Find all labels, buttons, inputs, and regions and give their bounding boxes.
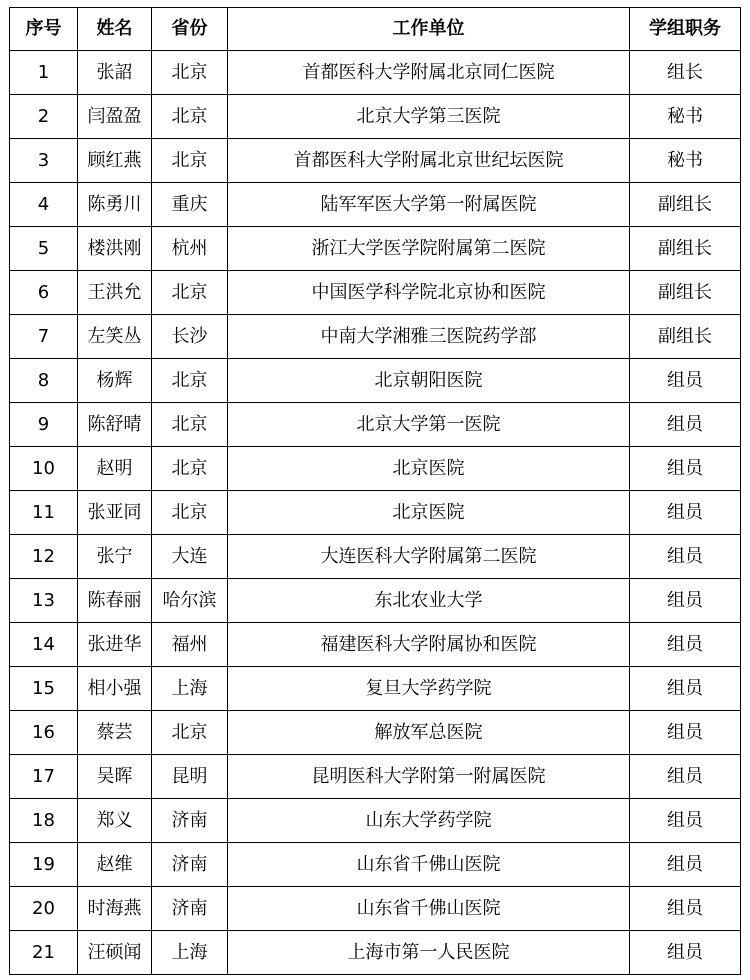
name-cell: 闫盈盈 (78, 95, 152, 139)
serial-number-cell: 6 (10, 271, 78, 315)
work-unit-cell: 中南大学湘雅三医院药学部 (228, 315, 630, 359)
serial-number-cell: 1 (10, 51, 78, 95)
table-row (10, 271, 741, 315)
header-work-unit: 工作单位 (228, 8, 630, 51)
province-cell: 上海 (152, 931, 228, 975)
group-position-cell: 组员 (630, 887, 741, 931)
name-cell: 陈勇川 (78, 183, 152, 227)
province-cell: 北京 (152, 139, 228, 183)
name-cell: 张进华 (78, 623, 152, 667)
serial-number-cell: 3 (10, 139, 78, 183)
serial-number-cell: 19 (10, 843, 78, 887)
table-row (10, 403, 741, 447)
name-cell: 郑义 (78, 799, 152, 843)
serial-number-cell: 4 (10, 183, 78, 227)
province-cell: 北京 (152, 491, 228, 535)
group-position-cell: 组员 (630, 491, 741, 535)
province-cell: 昆明 (152, 755, 228, 799)
serial-number-cell: 17 (10, 755, 78, 799)
work-unit-cell: 山东省千佛山医院 (228, 887, 630, 931)
group-position-cell: 组员 (630, 359, 741, 403)
table-row (10, 447, 741, 491)
province-cell: 上海 (152, 667, 228, 711)
name-cell: 左笑丛 (78, 315, 152, 359)
work-unit-cell: 北京医院 (228, 491, 630, 535)
table-row (10, 359, 741, 403)
name-cell: 相小强 (78, 667, 152, 711)
header-group-position: 学组职务 (630, 8, 741, 51)
name-cell: 张詔 (78, 51, 152, 95)
work-unit-cell: 福建医科大学附属协和医院 (228, 623, 630, 667)
header-name: 姓名 (78, 8, 152, 51)
serial-number-cell: 9 (10, 403, 78, 447)
serial-number-cell: 10 (10, 447, 78, 491)
group-position-cell: 组员 (630, 447, 741, 491)
work-unit-cell: 昆明医科大学附第一附属医院 (228, 755, 630, 799)
serial-number-cell: 13 (10, 579, 78, 623)
province-cell: 哈尔滨 (152, 579, 228, 623)
member-list-sheet (9, 7, 741, 975)
work-unit-cell: 北京朝阳医院 (228, 359, 630, 403)
group-position-cell: 组员 (630, 843, 741, 887)
serial-number-cell: 20 (10, 887, 78, 931)
work-unit-cell: 上海市第一人民医院 (228, 931, 630, 975)
province-cell: 北京 (152, 403, 228, 447)
serial-number-cell: 7 (10, 315, 78, 359)
serial-number-cell: 15 (10, 667, 78, 711)
name-cell: 赵明 (78, 447, 152, 491)
province-cell: 北京 (152, 95, 228, 139)
group-position-cell: 组员 (630, 579, 741, 623)
work-unit-cell: 北京医院 (228, 447, 630, 491)
name-cell: 王洪允 (78, 271, 152, 315)
name-cell: 汪硕闻 (78, 931, 152, 975)
name-cell: 赵维 (78, 843, 152, 887)
group-position-cell: 秘书 (630, 95, 741, 139)
table-row (10, 931, 741, 975)
name-cell: 张宁 (78, 535, 152, 579)
serial-number-cell: 18 (10, 799, 78, 843)
work-unit-cell: 中国医学科学院北京协和医院 (228, 271, 630, 315)
member-table (9, 7, 741, 975)
name-cell: 陈春丽 (78, 579, 152, 623)
table-row (10, 755, 741, 799)
group-position-cell: 组员 (630, 755, 741, 799)
group-position-cell: 副组长 (630, 315, 741, 359)
group-position-cell: 副组长 (630, 227, 741, 271)
header-province: 省份 (152, 8, 228, 51)
province-cell: 济南 (152, 887, 228, 931)
table-row (10, 491, 741, 535)
table-row (10, 623, 741, 667)
group-position-cell: 组员 (630, 711, 741, 755)
province-cell: 北京 (152, 271, 228, 315)
serial-number-cell: 5 (10, 227, 78, 271)
province-cell: 北京 (152, 447, 228, 491)
province-cell: 济南 (152, 843, 228, 887)
work-unit-cell: 东北农业大学 (228, 579, 630, 623)
serial-number-cell: 14 (10, 623, 78, 667)
name-cell: 时海燕 (78, 887, 152, 931)
serial-number-cell: 11 (10, 491, 78, 535)
group-position-cell: 副组长 (630, 271, 741, 315)
serial-number-cell: 12 (10, 535, 78, 579)
table-row (10, 579, 741, 623)
province-cell: 福州 (152, 623, 228, 667)
name-cell: 吴晖 (78, 755, 152, 799)
work-unit-cell: 浙江大学医学院附属第二医院 (228, 227, 630, 271)
name-cell: 张亚同 (78, 491, 152, 535)
table-row (10, 139, 741, 183)
province-cell: 杭州 (152, 227, 228, 271)
work-unit-cell: 山东大学药学院 (228, 799, 630, 843)
province-cell: 北京 (152, 51, 228, 95)
group-position-cell: 组长 (630, 51, 741, 95)
work-unit-cell: 大连医科大学附属第二医院 (228, 535, 630, 579)
name-cell: 蔡芸 (78, 711, 152, 755)
work-unit-cell: 首都医科大学附属北京世纪坛医院 (228, 139, 630, 183)
table-row (10, 95, 741, 139)
province-cell: 北京 (152, 359, 228, 403)
serial-number-cell: 21 (10, 931, 78, 975)
work-unit-cell: 解放军总医院 (228, 711, 630, 755)
serial-number-cell: 8 (10, 359, 78, 403)
province-cell: 北京 (152, 711, 228, 755)
serial-number-cell: 2 (10, 95, 78, 139)
work-unit-cell: 山东省千佛山医院 (228, 843, 630, 887)
group-position-cell: 副组长 (630, 183, 741, 227)
serial-number-cell: 16 (10, 711, 78, 755)
group-position-cell: 组员 (630, 931, 741, 975)
name-cell: 顾红燕 (78, 139, 152, 183)
table-row (10, 51, 741, 95)
table-row (10, 887, 741, 931)
group-position-cell: 组员 (630, 403, 741, 447)
table-row (10, 535, 741, 579)
table-row (10, 667, 741, 711)
table-body (10, 51, 741, 975)
group-position-cell: 组员 (630, 623, 741, 667)
work-unit-cell: 首都医科大学附属北京同仁医院 (228, 51, 630, 95)
province-cell: 济南 (152, 799, 228, 843)
group-position-cell: 组员 (630, 535, 741, 579)
table-row (10, 843, 741, 887)
header-row (10, 8, 741, 51)
table-row (10, 227, 741, 271)
work-unit-cell: 北京大学第三医院 (228, 95, 630, 139)
group-position-cell: 组员 (630, 667, 741, 711)
group-position-cell: 组员 (630, 799, 741, 843)
table-row (10, 315, 741, 359)
work-unit-cell: 北京大学第一医院 (228, 403, 630, 447)
group-position-cell: 秘书 (630, 139, 741, 183)
name-cell: 杨辉 (78, 359, 152, 403)
province-cell: 长沙 (152, 315, 228, 359)
province-cell: 大连 (152, 535, 228, 579)
header-serial-number: 序号 (10, 8, 78, 51)
table-row (10, 183, 741, 227)
name-cell: 楼洪刚 (78, 227, 152, 271)
province-cell: 重庆 (152, 183, 228, 227)
work-unit-cell: 复旦大学药学院 (228, 667, 630, 711)
work-unit-cell: 陆军军医大学第一附属医院 (228, 183, 630, 227)
table-row (10, 711, 741, 755)
table-row (10, 799, 741, 843)
table-header (10, 8, 741, 51)
name-cell: 陈舒晴 (78, 403, 152, 447)
